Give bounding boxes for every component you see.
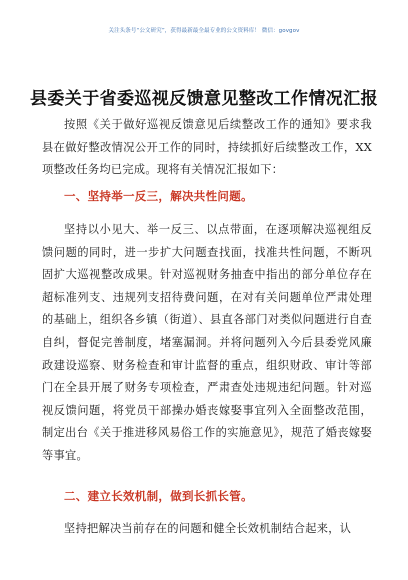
section-body-1: 坚持以小见大、举一反三、以点带面，在逐项解决巡视组反馈问题的同时，进一步扩大问题查找面，找准共性问题，不断巩固扩大巡视整改成果。针对巡视财务抽查中指出的部分单位存在超标准列支、违规列支招待费问题，在对有关问题单位严肃处理的基础上，组织各乡镇（街道）、县直各部门对类似问题进行自查自纠，督促完善制度，堵塞漏洞。并将问题列入今后县委党风廉政建设巡察、财务检查和审计监督的重点，组织财政、审计等部门在全县开展了财务专项检查，严肃查处违规违纪问题。针对巡视反馈问题，将党员干部操办婚丧嫁娶事宜列入全面整改范围，制定出台《关于推进移风易俗工作的实施意见》，规范了婚丧嫁娶等事宜。 xyxy=(42,223,372,462)
section-body-2: 坚持把解决当前存在的问题和健全长效机制结合起来，认 xyxy=(64,522,352,535)
document-title: 县委关于省委巡视反馈意见整改工作情况汇报 xyxy=(30,89,378,109)
intro-paragraph: 按照《关于做好巡视反馈意见后续整改工作的通知》要求我县在做好整改情况公开工作的同时，持续抓好后续整改工作，XX项整改任务均已完成。现将有关情况汇报如下： xyxy=(42,118,372,177)
header-banner: 关注头条号“公文研究”，获得最新最全最专业的公文资料库！ 微信：govgov xyxy=(108,28,300,34)
section-heading-2: 二、建立长效机制，做到长抓长管。 xyxy=(64,489,253,503)
section-heading-1: 一、坚持举一反三，解决共性问题。 xyxy=(64,189,253,203)
